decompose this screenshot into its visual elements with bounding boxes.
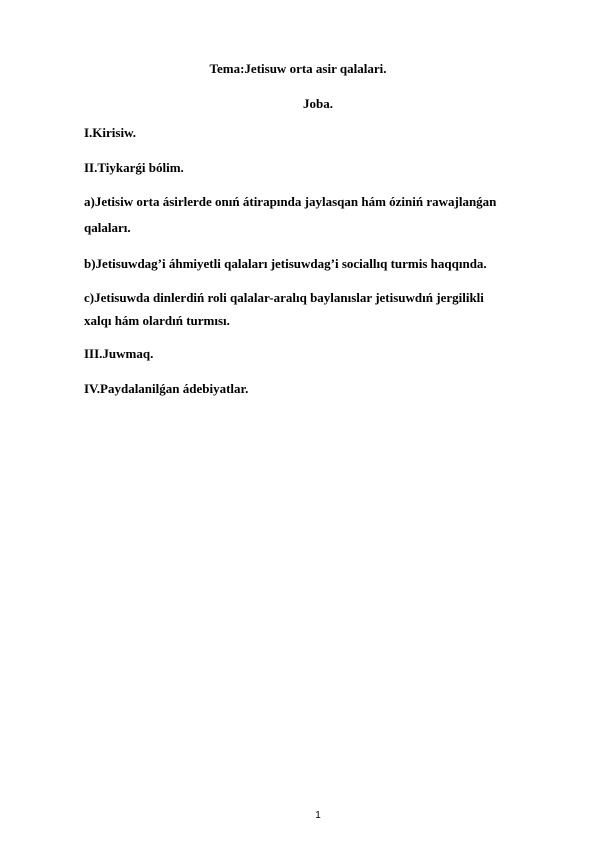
page-number: 1 xyxy=(315,810,321,821)
outline-item-conclusion: III.Juwmaq. xyxy=(84,346,154,361)
outline-item-c-line-1: c)Jetisuwda dinlerdiń roli qalalar-aralıq baylanıslar jetisuwdıń jergilikli xyxy=(84,290,484,305)
outline-item-a-line-1: a)Jetisiw orta ásirlerde onıń átirapında jaylasqan hám óziniń rawajlanǵan xyxy=(84,194,497,209)
outline-item-main-part: II.Tiykarǵi bólim. xyxy=(84,160,184,175)
outline-item-c-line-2: xalqı hám olardıń turmısı. xyxy=(84,313,230,328)
outline-item-introduction: I.Kirisiw. xyxy=(84,125,137,140)
document-subtitle: Joba. xyxy=(303,96,333,111)
outline-item-references: IV.Paydalanilǵan ádebiyatlar. xyxy=(84,381,249,396)
document-title: Tema:Jetisuw orta asir qalalari. xyxy=(209,61,387,76)
outline-item-a-line-2: qalaları. xyxy=(84,220,131,235)
outline-item-b: b)Jetisuwdag’i áhmiyetli qalaları jetisuwdag’i sociallıq turmis haqqında. xyxy=(84,256,487,271)
